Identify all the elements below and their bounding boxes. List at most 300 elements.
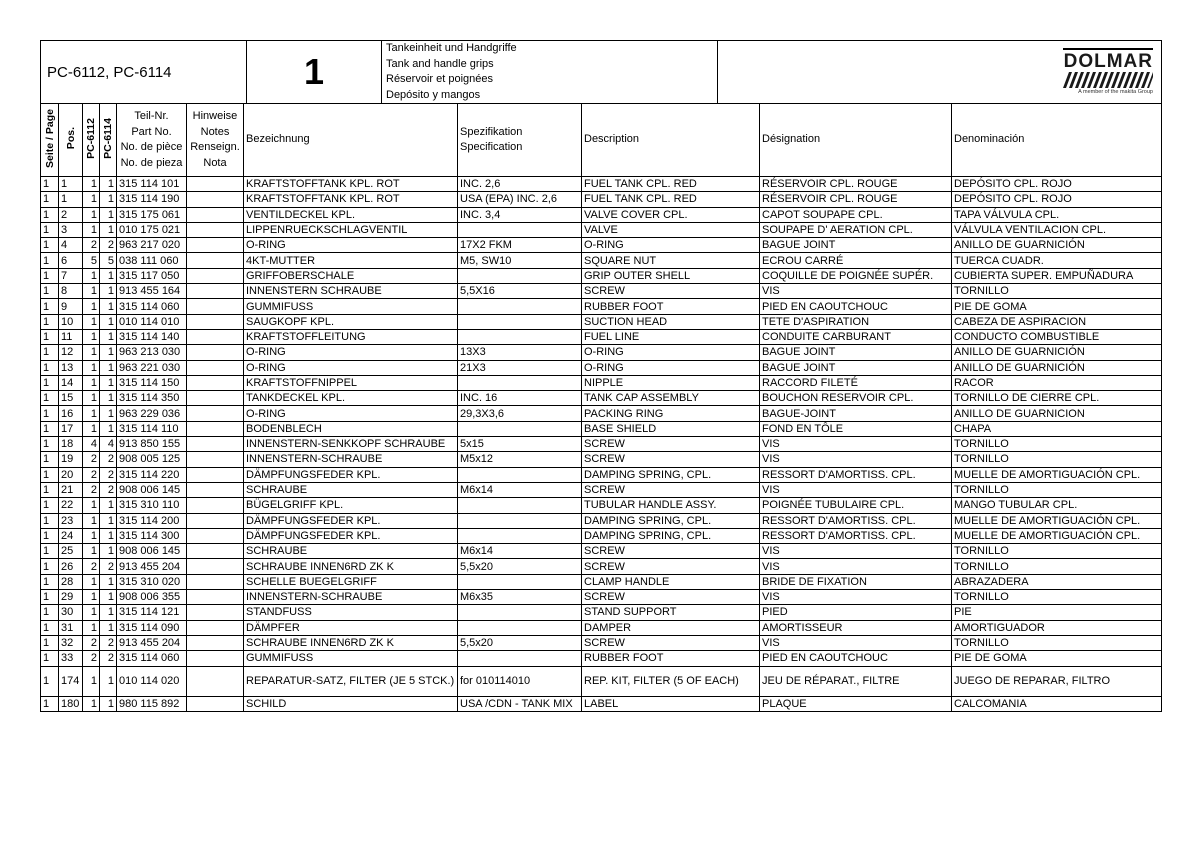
cell-description: CLAMP HANDLE xyxy=(582,574,760,589)
cell-notes xyxy=(187,544,244,559)
table-row xyxy=(41,590,1162,605)
col-denominacion: Denominación xyxy=(952,104,1162,177)
cell-part-no: 010 114 020 xyxy=(117,666,187,696)
cell-description: SCREW xyxy=(582,284,760,299)
cell-bezeichnung: DÄMPFUNGSFEDER KPL. xyxy=(244,513,458,528)
cell-spezifikation xyxy=(458,222,582,237)
cell-bezeichnung: SCHILD xyxy=(244,696,458,711)
cell-bezeichnung: STANDFUSS xyxy=(244,605,458,620)
table-row xyxy=(41,620,1162,635)
cell-pos: 30 xyxy=(59,605,83,620)
cell-spezifikation xyxy=(458,528,582,543)
cell-pos: 21 xyxy=(59,482,83,497)
cell-part-no: 315 114 200 xyxy=(117,513,187,528)
cell-qty-pc6112: 2 xyxy=(83,452,100,467)
cell-spezifikation: USA (EPA) INC. 2,6 xyxy=(458,192,582,207)
cell-notes xyxy=(187,406,244,421)
cell-page: 1 xyxy=(41,284,59,299)
cell-notes xyxy=(187,452,244,467)
cell-denominacion: VÁLVULA VENTILACION CPL. xyxy=(952,222,1162,237)
col-part-no: Teil-Nr. Part No. No. de pièce No. de pieza xyxy=(117,104,187,177)
cell-designation: COQUILLE DE POIGNÉE SUPÉR. xyxy=(760,268,952,283)
cell-designation: VIS xyxy=(760,284,952,299)
cell-qty-pc6114: 2 xyxy=(100,238,117,253)
cell-qty-pc6114: 1 xyxy=(100,177,117,192)
cell-description: SCREW xyxy=(582,544,760,559)
cell-denominacion: ABRAZADERA xyxy=(952,574,1162,589)
cell-designation: PIED xyxy=(760,605,952,620)
col-description: Description xyxy=(582,104,760,177)
cell-notes xyxy=(187,498,244,513)
table-row xyxy=(41,406,1162,421)
cell-pos: 12 xyxy=(59,345,83,360)
table-row xyxy=(41,192,1162,207)
table-row xyxy=(41,544,1162,559)
cell-denominacion: CHAPA xyxy=(952,421,1162,436)
cell-denominacion: PIE xyxy=(952,605,1162,620)
col-page: Seite / Page xyxy=(41,104,59,177)
cell-part-no: 980 115 892 xyxy=(117,696,187,711)
title-fr: Réservoir et poignées xyxy=(386,73,494,85)
cell-part-no: 315 114 190 xyxy=(117,192,187,207)
cell-notes xyxy=(187,651,244,666)
cell-pos: 17 xyxy=(59,421,83,436)
cell-designation: PIED EN CAOUTCHOUC xyxy=(760,299,952,314)
cell-bezeichnung: O-RING xyxy=(244,406,458,421)
cell-page: 1 xyxy=(41,620,59,635)
cell-notes xyxy=(187,192,244,207)
cell-denominacion: TORNILLO xyxy=(952,284,1162,299)
cell-spezifikation xyxy=(458,314,582,329)
cell-qty-pc6112: 1 xyxy=(83,192,100,207)
cell-qty-pc6112: 1 xyxy=(83,513,100,528)
cell-spezifikation: 17X2 FKM xyxy=(458,238,582,253)
cell-bezeichnung: SCHRAUBE xyxy=(244,482,458,497)
cell-notes xyxy=(187,207,244,222)
cell-denominacion: MANGO TUBULAR CPL. xyxy=(952,498,1162,513)
cell-designation: TETE D'ASPIRATION xyxy=(760,314,952,329)
title-de: Tankeinheit und Handgriffe xyxy=(386,42,517,54)
cell-spezifikation: M6x35 xyxy=(458,590,582,605)
cell-pos: 3 xyxy=(59,222,83,237)
cell-spezifikation xyxy=(458,329,582,344)
cell-notes xyxy=(187,574,244,589)
table-row xyxy=(41,314,1162,329)
cell-pos: 32 xyxy=(59,635,83,650)
cell-part-no: 913 455 204 xyxy=(117,559,187,574)
cell-bezeichnung: O-RING xyxy=(244,238,458,253)
cell-spezifikation xyxy=(458,299,582,314)
cell-spezifikation: 29,3X3,6 xyxy=(458,406,582,421)
cell-denominacion: MUELLE DE AMORTIGUACIÓN CPL. xyxy=(952,528,1162,543)
cell-bezeichnung: DÄMPFER xyxy=(244,620,458,635)
table-row xyxy=(41,207,1162,222)
table-row xyxy=(41,360,1162,375)
cell-page: 1 xyxy=(41,467,59,482)
cell-notes xyxy=(187,559,244,574)
cell-qty-pc6114: 1 xyxy=(100,620,117,635)
cell-part-no: 315 114 121 xyxy=(117,605,187,620)
cell-description: SQUARE NUT xyxy=(582,253,760,268)
cell-part-no: 908 006 145 xyxy=(117,482,187,497)
cell-qty-pc6114: 1 xyxy=(100,375,117,390)
cell-pos: 16 xyxy=(59,406,83,421)
cell-spezifikation xyxy=(458,421,582,436)
table-row xyxy=(41,482,1162,497)
cell-denominacion: ANILLO DE GUARNICIÓN xyxy=(952,360,1162,375)
cell-page: 1 xyxy=(41,192,59,207)
cell-designation: VIS xyxy=(760,544,952,559)
cell-designation: BOUCHON RESERVOIR CPL. xyxy=(760,391,952,406)
cell-spezifikation: 21X3 xyxy=(458,360,582,375)
cell-qty-pc6114: 2 xyxy=(100,482,117,497)
cell-spezifikation xyxy=(458,375,582,390)
cell-description: STAND SUPPORT xyxy=(582,605,760,620)
cell-description: PACKING RING xyxy=(582,406,760,421)
cell-page: 1 xyxy=(41,452,59,467)
cell-part-no: 963 221 030 xyxy=(117,360,187,375)
cell-description: SUCTION HEAD xyxy=(582,314,760,329)
cell-qty-pc6112: 1 xyxy=(83,696,100,711)
cell-qty-pc6114: 2 xyxy=(100,467,117,482)
cell-bezeichnung: GUMMIFUSS xyxy=(244,651,458,666)
cell-pos: 24 xyxy=(59,528,83,543)
cell-bezeichnung: BODENBLECH xyxy=(244,421,458,436)
cell-page: 1 xyxy=(41,498,59,513)
cell-spezifikation: M5, SW10 xyxy=(458,253,582,268)
cell-notes xyxy=(187,528,244,543)
cell-spezifikation: 5,5x20 xyxy=(458,635,582,650)
cell-description: FUEL LINE xyxy=(582,329,760,344)
cell-bezeichnung: VENTILDECKEL KPL. xyxy=(244,207,458,222)
cell-qty-pc6112: 2 xyxy=(83,467,100,482)
cell-notes xyxy=(187,299,244,314)
cell-bezeichnung: KRAFTSTOFFTANK KPL. ROT xyxy=(244,192,458,207)
cell-bezeichnung: DÄMPFUNGSFEDER KPL. xyxy=(244,467,458,482)
cell-qty-pc6112: 1 xyxy=(83,421,100,436)
cell-bezeichnung: TANKDECKEL KPL. xyxy=(244,391,458,406)
cell-description: VALVE xyxy=(582,222,760,237)
cell-description: SCREW xyxy=(582,559,760,574)
cell-pos: 33 xyxy=(59,651,83,666)
cell-page: 1 xyxy=(41,635,59,650)
cell-qty-pc6114: 1 xyxy=(100,666,117,696)
table-row xyxy=(41,452,1162,467)
cell-description: DAMPER xyxy=(582,620,760,635)
table-row xyxy=(41,177,1162,192)
cell-qty-pc6114: 1 xyxy=(100,696,117,711)
cell-qty-pc6112: 1 xyxy=(83,207,100,222)
cell-designation: VIS xyxy=(760,452,952,467)
cell-page: 1 xyxy=(41,375,59,390)
cell-denominacion: ANILLO DE GUARNICION xyxy=(952,406,1162,421)
title-en: Tank and handle grips xyxy=(386,57,494,70)
cell-qty-pc6112: 1 xyxy=(83,314,100,329)
cell-page: 1 xyxy=(41,391,59,406)
cell-pos: 4 xyxy=(59,238,83,253)
cell-bezeichnung: REPARATUR-SATZ, FILTER (JE 5 STCK.) xyxy=(244,666,458,696)
cell-denominacion: TORNILLO xyxy=(952,544,1162,559)
cell-notes xyxy=(187,467,244,482)
cell-page: 1 xyxy=(41,590,59,605)
cell-notes xyxy=(187,635,244,650)
cell-qty-pc6112: 1 xyxy=(83,177,100,192)
cell-part-no: 315 114 220 xyxy=(117,467,187,482)
cell-page: 1 xyxy=(41,207,59,222)
cell-part-no: 315 114 140 xyxy=(117,329,187,344)
cell-spezifikation xyxy=(458,467,582,482)
cell-qty-pc6112: 2 xyxy=(83,559,100,574)
cell-spezifikation: INC. 3,4 xyxy=(458,207,582,222)
cell-denominacion: TORNILLO xyxy=(952,559,1162,574)
cell-designation: BAGUE-JOINT xyxy=(760,406,952,421)
cell-pos: 8 xyxy=(59,284,83,299)
col-pos: Pos. xyxy=(59,104,83,177)
cell-qty-pc6112: 2 xyxy=(83,651,100,666)
cell-description: SCREW xyxy=(582,635,760,650)
cell-spezifikation xyxy=(458,620,582,635)
cell-denominacion: TORNILLO xyxy=(952,635,1162,650)
cell-qty-pc6112: 2 xyxy=(83,238,100,253)
cell-qty-pc6114: 1 xyxy=(100,299,117,314)
cell-qty-pc6114: 1 xyxy=(100,574,117,589)
cell-notes xyxy=(187,284,244,299)
cell-designation: POIGNÉE TUBULAIRE CPL. xyxy=(760,498,952,513)
column-header-row xyxy=(41,104,1162,177)
cell-denominacion: AMORTIGUADOR xyxy=(952,620,1162,635)
sheet-header xyxy=(40,40,1162,104)
cell-denominacion: MUELLE DE AMORTIGUACIÓN CPL. xyxy=(952,467,1162,482)
cell-denominacion: CONDUCTO COMBUSTIBLE xyxy=(952,329,1162,344)
cell-designation: RESSORT D'AMORTISS. CPL. xyxy=(760,528,952,543)
cell-bezeichnung: GRIFFOBERSCHALE xyxy=(244,268,458,283)
table-row xyxy=(41,651,1162,666)
cell-qty-pc6114: 1 xyxy=(100,528,117,543)
cell-qty-pc6114: 1 xyxy=(100,268,117,283)
cell-notes xyxy=(187,666,244,696)
cell-bezeichnung: SAUGKOPF KPL. xyxy=(244,314,458,329)
table-row xyxy=(41,222,1162,237)
cell-denominacion: DEPÓSITO CPL. ROJO xyxy=(952,192,1162,207)
cell-part-no: 913 455 204 xyxy=(117,635,187,650)
cell-description: SCREW xyxy=(582,452,760,467)
cell-bezeichnung: SCHELLE BUEGELGRIFF xyxy=(244,574,458,589)
cell-description: O-RING xyxy=(582,238,760,253)
cell-qty-pc6114: 1 xyxy=(100,498,117,513)
cell-qty-pc6112: 1 xyxy=(83,498,100,513)
cell-denominacion: TORNILLO xyxy=(952,482,1162,497)
cell-description: RUBBER FOOT xyxy=(582,651,760,666)
table-row xyxy=(41,268,1162,283)
cell-qty-pc6114: 1 xyxy=(100,421,117,436)
cell-bezeichnung: SCHRAUBE xyxy=(244,544,458,559)
cell-qty-pc6112: 1 xyxy=(83,268,100,283)
cell-bezeichnung: INNENSTERN-SCHRAUBE xyxy=(244,452,458,467)
cell-designation: RÉSERVOIR CPL. ROUGE xyxy=(760,192,952,207)
cell-description: BASE SHIELD xyxy=(582,421,760,436)
cell-qty-pc6112: 1 xyxy=(83,605,100,620)
cell-qty-pc6114: 1 xyxy=(100,360,117,375)
cell-designation: BAGUE JOINT xyxy=(760,345,952,360)
cell-denominacion: CUBIERTA SUPER. EMPUÑADURA xyxy=(952,268,1162,283)
table-row xyxy=(41,635,1162,650)
cell-spezifikation: 5x15 xyxy=(458,437,582,452)
title-es: Depósito y mangos xyxy=(386,88,481,101)
cell-notes xyxy=(187,360,244,375)
cell-spezifikation xyxy=(458,268,582,283)
cell-qty-pc6112: 1 xyxy=(83,406,100,421)
sheet-number: 1 xyxy=(247,41,382,104)
cell-denominacion: ANILLO DE GUARNICIÓN xyxy=(952,238,1162,253)
cell-denominacion: RACOR xyxy=(952,375,1162,390)
cell-denominacion: CABEZA DE ASPIRACION xyxy=(952,314,1162,329)
cell-spezifikation: for 010114010 xyxy=(458,666,582,696)
col-notes: Hinweise Notes Renseign. Nota xyxy=(187,104,244,177)
cell-qty-pc6112: 1 xyxy=(83,329,100,344)
cell-designation: RACCORD FILETÉ xyxy=(760,375,952,390)
table-row xyxy=(41,437,1162,452)
cell-denominacion: TORNILLO xyxy=(952,590,1162,605)
cell-notes xyxy=(187,177,244,192)
cell-description: RUBBER FOOT xyxy=(582,299,760,314)
cell-description: FUEL TANK CPL. RED xyxy=(582,177,760,192)
cell-spezifikation xyxy=(458,498,582,513)
cell-designation: BAGUE JOINT xyxy=(760,238,952,253)
cell-qty-pc6112: 1 xyxy=(83,391,100,406)
cell-page: 1 xyxy=(41,299,59,314)
cell-page: 1 xyxy=(41,360,59,375)
table-row xyxy=(41,498,1162,513)
cell-qty-pc6114: 2 xyxy=(100,635,117,650)
table-row xyxy=(41,513,1162,528)
cell-part-no: 315 310 020 xyxy=(117,574,187,589)
table-row xyxy=(41,467,1162,482)
logo-topline xyxy=(1063,48,1153,50)
cell-description: TUBULAR HANDLE ASSY. xyxy=(582,498,760,513)
cell-qty-pc6112: 1 xyxy=(83,544,100,559)
cell-page: 1 xyxy=(41,345,59,360)
cell-qty-pc6112: 1 xyxy=(83,222,100,237)
cell-part-no: 908 006 145 xyxy=(117,544,187,559)
cell-denominacion: PIE DE GOMA xyxy=(952,299,1162,314)
cell-designation: JEU DE RÉPARAT., FILTRE xyxy=(760,666,952,696)
cell-pos: 25 xyxy=(59,544,83,559)
cell-bezeichnung: DÄMPFUNGSFEDER KPL. xyxy=(244,528,458,543)
cell-description: DAMPING SPRING, CPL. xyxy=(582,513,760,528)
cell-spezifikation: 5,5X16 xyxy=(458,284,582,299)
cell-part-no: 315 114 110 xyxy=(117,421,187,436)
cell-designation: ECROU CARRÉ xyxy=(760,253,952,268)
cell-bezeichnung: SCHRAUBE INNEN6RD ZK K xyxy=(244,635,458,650)
cell-page: 1 xyxy=(41,421,59,436)
cell-part-no: 963 213 030 xyxy=(117,345,187,360)
cell-designation: BRIDE DE FIXATION xyxy=(760,574,952,589)
cell-bezeichnung: INNENSTERN SCHRAUBE xyxy=(244,284,458,299)
parts-table xyxy=(40,103,1162,712)
cell-part-no: 908 006 355 xyxy=(117,590,187,605)
parts-sheet xyxy=(40,40,1161,712)
cell-notes xyxy=(187,253,244,268)
cell-pos: 28 xyxy=(59,574,83,589)
cell-page: 1 xyxy=(41,666,59,696)
table-row xyxy=(41,605,1162,620)
table-row xyxy=(41,284,1162,299)
cell-page: 1 xyxy=(41,696,59,711)
logo-subtitle: A member of the makita Group xyxy=(1078,89,1153,95)
cell-pos: 26 xyxy=(59,559,83,574)
cell-description: O-RING xyxy=(582,345,760,360)
cell-designation: PIED EN CAOUTCHOUC xyxy=(760,651,952,666)
cell-description: GRIP OUTER SHELL xyxy=(582,268,760,283)
cell-part-no: 315 114 101 xyxy=(117,177,187,192)
cell-denominacion: TORNILLO xyxy=(952,452,1162,467)
table-row xyxy=(41,421,1162,436)
cell-qty-pc6114: 2 xyxy=(100,559,117,574)
cell-description: SCREW xyxy=(582,437,760,452)
cell-denominacion: PIE DE GOMA xyxy=(952,651,1162,666)
logo-stripes-icon xyxy=(1063,72,1153,88)
cell-pos: 174 xyxy=(59,666,83,696)
cell-pos: 1 xyxy=(59,177,83,192)
cell-qty-pc6112: 1 xyxy=(83,528,100,543)
cell-spezifikation: INC. 2,6 xyxy=(458,177,582,192)
cell-pos: 11 xyxy=(59,329,83,344)
cell-qty-pc6114: 1 xyxy=(100,222,117,237)
cell-spezifikation xyxy=(458,605,582,620)
cell-notes xyxy=(187,620,244,635)
cell-page: 1 xyxy=(41,482,59,497)
cell-page: 1 xyxy=(41,528,59,543)
cell-qty-pc6112: 1 xyxy=(83,590,100,605)
table-row xyxy=(41,329,1162,344)
cell-designation: PLAQUE xyxy=(760,696,952,711)
cell-spezifikation: M6x14 xyxy=(458,482,582,497)
cell-page: 1 xyxy=(41,177,59,192)
cell-bezeichnung: O-RING xyxy=(244,360,458,375)
cell-denominacion: MUELLE DE AMORTIGUACIÓN CPL. xyxy=(952,513,1162,528)
col-designation: Désignation xyxy=(760,104,952,177)
cell-qty-pc6112: 1 xyxy=(83,574,100,589)
cell-denominacion: DEPÓSITO CPL. ROJO xyxy=(952,177,1162,192)
cell-notes xyxy=(187,268,244,283)
cell-qty-pc6114: 1 xyxy=(100,284,117,299)
cell-qty-pc6114: 1 xyxy=(100,513,117,528)
col-pc6112: PC-6112 xyxy=(83,104,100,177)
cell-spezifikation: M6x14 xyxy=(458,544,582,559)
cell-spezifikation xyxy=(458,513,582,528)
cell-spezifikation xyxy=(458,574,582,589)
cell-designation: VIS xyxy=(760,482,952,497)
cell-denominacion: CALCOMANIA xyxy=(952,696,1162,711)
cell-pos: 22 xyxy=(59,498,83,513)
table-row xyxy=(41,391,1162,406)
table-row xyxy=(41,528,1162,543)
cell-qty-pc6112: 4 xyxy=(83,437,100,452)
cell-spezifikation: USA /CDN - TANK MIX xyxy=(458,696,582,711)
cell-part-no: 315 114 150 xyxy=(117,375,187,390)
cell-page: 1 xyxy=(41,406,59,421)
cell-denominacion: TORNILLO xyxy=(952,437,1162,452)
cell-notes xyxy=(187,696,244,711)
cell-page: 1 xyxy=(41,437,59,452)
logo-wordmark: DOLMAR xyxy=(1063,51,1153,72)
cell-bezeichnung: INNENSTERN-SCHRAUBE xyxy=(244,590,458,605)
cell-qty-pc6112: 1 xyxy=(83,375,100,390)
cell-notes xyxy=(187,375,244,390)
cell-pos: 29 xyxy=(59,590,83,605)
cell-qty-pc6112: 5 xyxy=(83,253,100,268)
table-row xyxy=(41,559,1162,574)
